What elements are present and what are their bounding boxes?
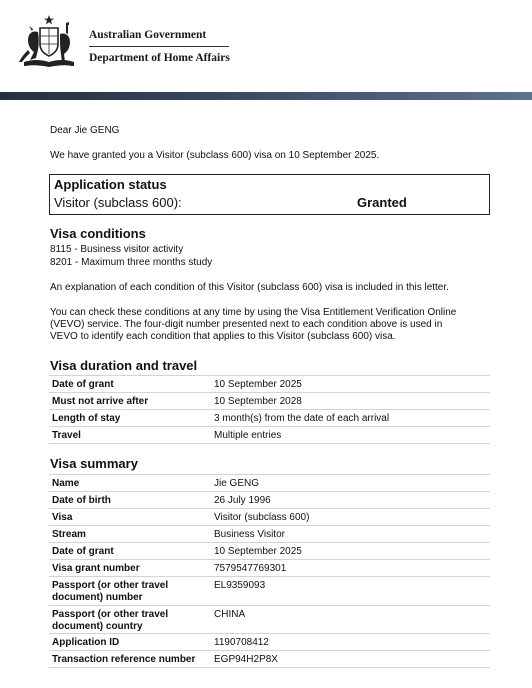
visa-duration-heading: Visa duration and travel <box>50 358 198 373</box>
status-value: Granted <box>357 195 407 210</box>
row-label: Length of stay <box>52 413 121 424</box>
vevo-text-line: (VEVO) service. The four-digit number presented next to each condition above is used in <box>50 319 443 330</box>
row-value: CHINA <box>214 609 246 620</box>
row-value: 1190708412 <box>214 637 269 648</box>
row-value: EL9359093 <box>214 580 266 591</box>
table-row <box>49 559 490 576</box>
row-value: Multiple entries <box>214 430 282 441</box>
row-value: 10 September 2025 <box>214 379 302 390</box>
row-label: Must not arrive after <box>52 396 149 407</box>
visa-conditions-heading: Visa conditions <box>50 226 146 241</box>
status-box-visa: Visitor (subclass 600): <box>54 195 182 210</box>
row-label: Passport (or other travel document) number <box>52 580 169 603</box>
row-label: Travel <box>52 430 81 441</box>
coat-of-arms-icon <box>16 14 82 70</box>
table-row <box>49 491 490 508</box>
row-value: 10 September 2025 <box>214 546 302 557</box>
table-row <box>49 426 490 444</box>
row-label: Visa <box>52 512 73 523</box>
conditions-explanation: An explanation of each condition of this Visitor (subclass 600) visa is included in this letter. <box>50 282 449 293</box>
row-value: 7579547769301 <box>214 563 287 574</box>
row-label: Visa grant number <box>52 563 140 574</box>
row-label: Date of grant <box>52 379 114 390</box>
row-value: Jie GENG <box>214 478 260 489</box>
vevo-text-line: You can check these conditions at any time by using the Visa Entitlement Verification Online <box>50 307 457 318</box>
salutation: Dear Jie GENG <box>50 125 120 136</box>
row-value: 3 month(s) from the date of each arrival <box>214 413 390 424</box>
row-value: EGP94H2P8X <box>214 654 278 665</box>
department-name: Department of Home Affairs <box>89 52 230 64</box>
vevo-text-line: VEVO to identify each condition that applies to this Visitor (subclass 600) visa. <box>50 331 396 342</box>
table-row <box>49 392 490 409</box>
application-status-box <box>49 174 490 215</box>
table-row <box>49 576 490 605</box>
row-value: 10 September 2028 <box>214 396 302 407</box>
visa-summary-heading: Visa summary <box>50 456 138 471</box>
status-box-title: Application status <box>54 177 167 192</box>
condition-item: 8201 - Maximum three months study <box>50 257 213 268</box>
row-label: Passport (or other travel document) country <box>52 609 169 632</box>
table-row <box>49 525 490 542</box>
row-label: Stream <box>52 529 86 540</box>
grant-intro: We have granted you a Visitor (subclass 600) visa on 10 September 2025. <box>50 150 380 161</box>
table-row <box>49 633 490 650</box>
header-divider <box>89 46 229 47</box>
table-row <box>49 542 490 559</box>
row-label: Name <box>52 478 80 489</box>
letterhead <box>0 0 532 92</box>
header-band <box>0 92 532 100</box>
row-label: Date of grant <box>52 546 114 557</box>
table-row <box>49 409 490 426</box>
table-row <box>49 375 490 392</box>
row-label: Transaction reference number <box>52 654 196 665</box>
row-label: Application ID <box>52 637 120 648</box>
table-row <box>49 508 490 525</box>
table-row <box>49 605 490 633</box>
row-value: 26 July 1996 <box>214 495 271 506</box>
government-name: Australian Government <box>89 29 207 41</box>
condition-item: 8115 - Business visitor activity <box>50 244 184 255</box>
row-value: Visitor (subclass 600) <box>214 512 310 523</box>
row-label: Date of birth <box>52 495 111 506</box>
row-value: Business Visitor <box>214 529 285 540</box>
table-row <box>49 650 490 668</box>
table-row <box>49 474 490 491</box>
